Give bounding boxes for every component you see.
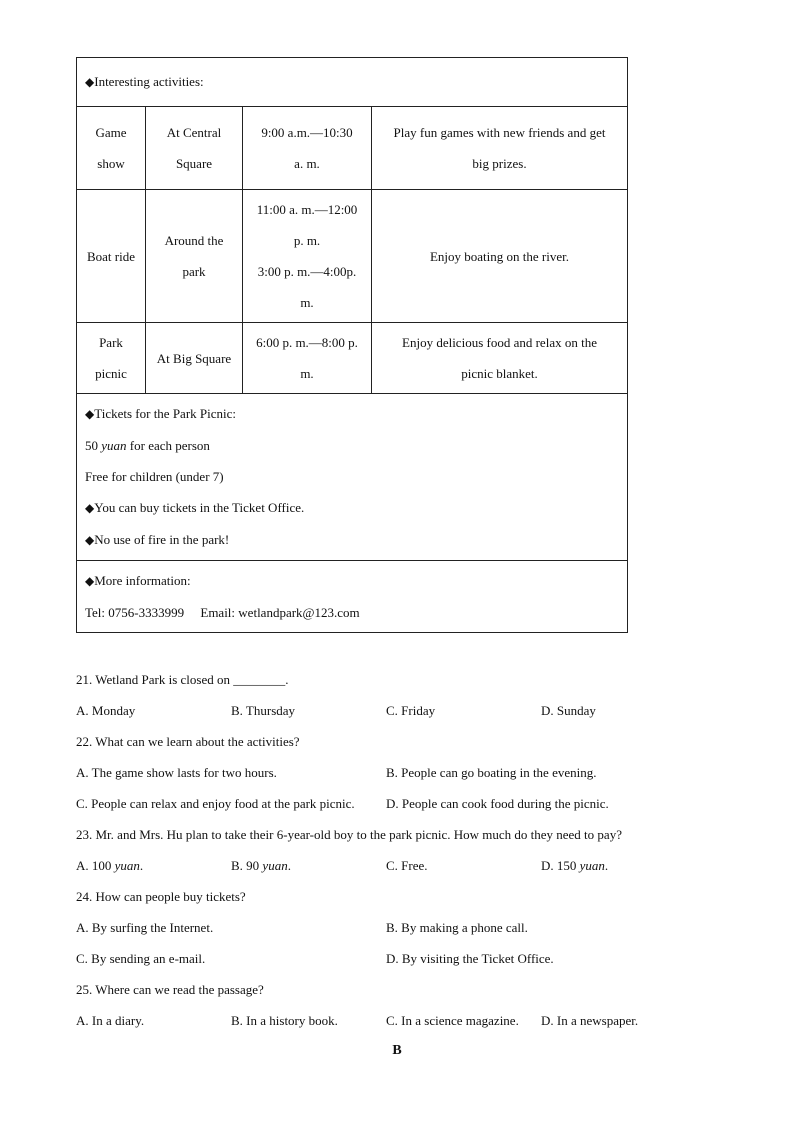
activity-desc: picnic blanket. <box>461 366 538 381</box>
activity-place: park <box>182 264 206 279</box>
email-label: Email: <box>200 605 236 620</box>
activity-desc-cell <box>372 107 628 190</box>
option-d: D. Sunday <box>541 703 596 718</box>
more-info-heading: More information: <box>94 573 191 588</box>
activity-place-cell <box>146 107 243 190</box>
activity-desc: Enjoy boating on the river. <box>429 248 569 264</box>
option-a: A. The game show lasts for two hours. <box>76 765 277 780</box>
ticket-buy-note: You can buy tickets in the Ticket Office. <box>94 500 305 515</box>
question-24: 24. How can people buy tickets? <box>76 889 246 904</box>
diamond-bullet-icon <box>85 573 94 588</box>
option-d: D. In a newspaper. <box>541 1013 639 1028</box>
option-c: C. Friday <box>386 703 436 718</box>
activity-name-cell <box>77 190 146 323</box>
option-b: B. 90 yuan. <box>231 858 291 873</box>
activity-desc: Enjoy delicious food and relax on the <box>402 335 597 350</box>
option-a: A. 100 yuan. <box>76 858 144 873</box>
option-a: A. In a diary. <box>76 1013 145 1028</box>
more-info-cell <box>77 561 628 633</box>
ticket-price-unit: yuan <box>101 438 127 453</box>
activities-heading: Interesting activities: <box>94 74 204 89</box>
option-b: B. Thursday <box>231 703 296 718</box>
question-24-options-row2 <box>76 943 696 974</box>
activity-desc: Play fun games with new friends and get <box>393 125 606 140</box>
ticket-price-text: for each person <box>129 438 210 453</box>
option-d: D. People can cook food during the picnic. <box>386 796 609 811</box>
activity-row-game-show <box>77 107 628 190</box>
contact-line <box>85 597 619 628</box>
activity-place: Square <box>175 156 213 171</box>
option-c: C. By sending an e-mail. <box>76 951 206 966</box>
option-b: B. People can go boating in the evening. <box>386 765 597 780</box>
activity-time-cell <box>243 323 372 394</box>
tel-label: Tel: <box>85 605 106 620</box>
activity-desc-cell <box>372 190 628 323</box>
activity-time: 11:00 a. m.—12:00 <box>256 202 358 217</box>
question-22-options-row2 <box>76 788 696 819</box>
diamond-bullet-icon <box>85 500 94 515</box>
option-d: D. 150 yuan. <box>541 858 609 873</box>
question-25-options <box>76 1005 696 1036</box>
activity-place: At Big Square <box>156 350 232 366</box>
question-23: 23. Mr. and Mrs. Hu plan to take their 6-year-old boy to the park picnic. How much do they need to pay? <box>76 827 622 842</box>
option-a: A. By surfing the Internet. <box>76 920 214 935</box>
ticket-price-number: 50 <box>85 438 98 453</box>
activity-name: Game <box>95 125 127 140</box>
activity-place-cell <box>146 323 243 394</box>
activity-row-park-picnic <box>77 323 628 394</box>
activity-desc: big prizes. <box>472 156 527 171</box>
activity-row-boat-ride <box>77 190 628 323</box>
activity-time: a. m. <box>294 156 320 171</box>
activity-time-cell <box>243 107 372 190</box>
diamond-bullet-icon <box>85 406 94 421</box>
activity-place-cell <box>146 190 243 323</box>
section-label: B <box>392 1043 402 1058</box>
activity-name: picnic <box>95 366 127 381</box>
activity-time: p. m. <box>293 233 321 248</box>
activity-desc-cell <box>372 323 628 394</box>
activity-name: Boat ride <box>86 248 135 264</box>
activity-time: 3:00 p. m.—4:00p. <box>257 264 357 279</box>
activity-time: m. <box>300 366 314 381</box>
activity-name-cell <box>77 107 146 190</box>
option-a: A. Monday <box>76 703 136 718</box>
activity-time: 9:00 a.m.—10:30 <box>261 125 353 140</box>
ticket-free-note: Free for children (under 7) <box>85 469 224 484</box>
activity-name-cell <box>77 323 146 394</box>
question-list <box>76 664 696 1036</box>
diamond-bullet-icon <box>85 532 94 547</box>
ticket-price <box>85 430 619 461</box>
no-fire-note: No use of fire in the park! <box>94 532 230 547</box>
option-c: C. Free. <box>386 858 428 873</box>
activity-name: show <box>97 156 125 171</box>
activities-table <box>76 57 628 633</box>
question-24-options-row1 <box>76 912 696 943</box>
option-d: D. By visiting the Ticket Office. <box>386 951 554 966</box>
question-21-options <box>76 695 696 726</box>
tickets-cell <box>77 394 628 561</box>
option-b: B. In a history book. <box>231 1013 338 1028</box>
question-22-options-row1 <box>76 757 696 788</box>
activity-time: 6:00 p. m.—8:00 p. <box>256 335 358 350</box>
option-b: B. By making a phone call. <box>386 920 528 935</box>
activity-time: m. <box>300 295 314 310</box>
question-25: 25. Where can we read the passage? <box>76 982 264 997</box>
diamond-bullet-icon <box>85 74 94 89</box>
activities-header-cell <box>77 58 628 107</box>
question-21: 21. Wetland Park is closed on ________. <box>76 672 289 687</box>
option-c: C. In a science magazine. <box>386 1013 519 1028</box>
question-22: 22. What can we learn about the activities? <box>76 734 300 749</box>
tel-number: 0756-3333999 <box>108 605 185 620</box>
email-address: wetlandpark@123.com <box>238 605 360 620</box>
tickets-heading: Tickets for the Park Picnic: <box>94 406 237 421</box>
activity-time-cell <box>243 190 372 323</box>
option-c: C. People can relax and enjoy food at the park picnic. <box>76 796 355 811</box>
activity-name: Park <box>99 335 123 350</box>
activity-place: At Central <box>166 125 222 140</box>
activity-place: Around the <box>164 233 224 248</box>
question-23-options <box>76 850 696 881</box>
